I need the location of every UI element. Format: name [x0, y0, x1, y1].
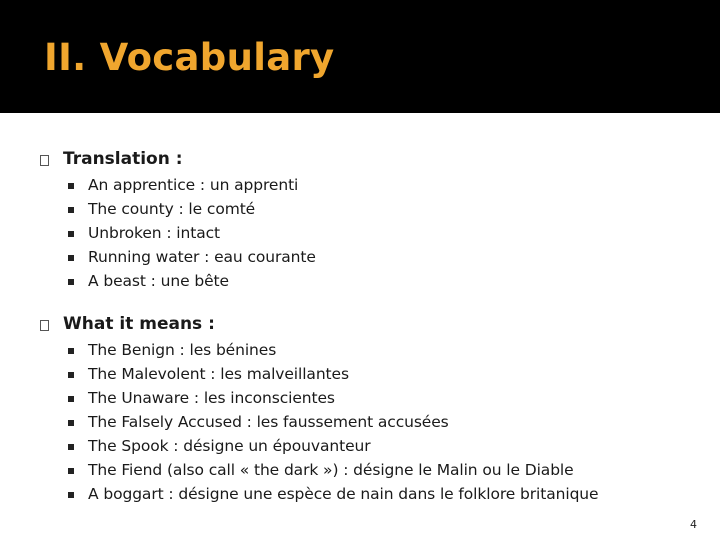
square-bullet-icon: [68, 279, 74, 285]
square-bullet-icon: [68, 444, 74, 450]
list-item-text: The Falsely Accused : les faussement accusées: [88, 413, 449, 431]
box-bullet-icon: [40, 320, 49, 331]
list-item-text: The Unaware : les inconscientes: [88, 389, 335, 407]
square-bullet-icon: [68, 183, 74, 189]
section-heading: Translation :: [63, 149, 183, 169]
list-item-text: A beast : une bête: [88, 272, 229, 290]
list-item-text: The Spook : désigne un épouvanteur: [88, 437, 371, 455]
list-item-text: The Fiend (also call « the dark ») : désigne le Malin ou le Diable: [88, 461, 574, 479]
square-bullet-icon: [68, 468, 74, 474]
list-item-text: The county : le comté: [88, 200, 256, 218]
square-bullet-icon: [68, 372, 74, 378]
square-bullet-icon: [68, 420, 74, 426]
square-bullet-icon: [68, 396, 74, 402]
square-bullet-icon: [68, 492, 74, 498]
title-bar: [0, 0, 720, 113]
list-item-text: An apprentice : un apprenti: [88, 176, 299, 194]
square-bullet-icon: [68, 255, 74, 261]
page-number: 4: [690, 518, 697, 531]
square-bullet-icon: [68, 231, 74, 237]
slide-title: II. Vocabulary: [44, 36, 335, 79]
square-bullet-icon: [68, 207, 74, 213]
section-heading: What it means :: [63, 314, 215, 334]
box-bullet-icon: [40, 155, 49, 166]
list-item-text: Running water : eau courante: [88, 248, 316, 266]
list-item-text: A boggart : désigne une espèce de nain dans le folklore britanique: [88, 485, 599, 503]
list-item-text: The Benign : les bénines: [88, 341, 277, 359]
list-item-text: The Malevolent : les malveillantes: [88, 365, 349, 383]
list-item-text: Unbroken : intact: [88, 224, 220, 242]
square-bullet-icon: [68, 348, 74, 354]
